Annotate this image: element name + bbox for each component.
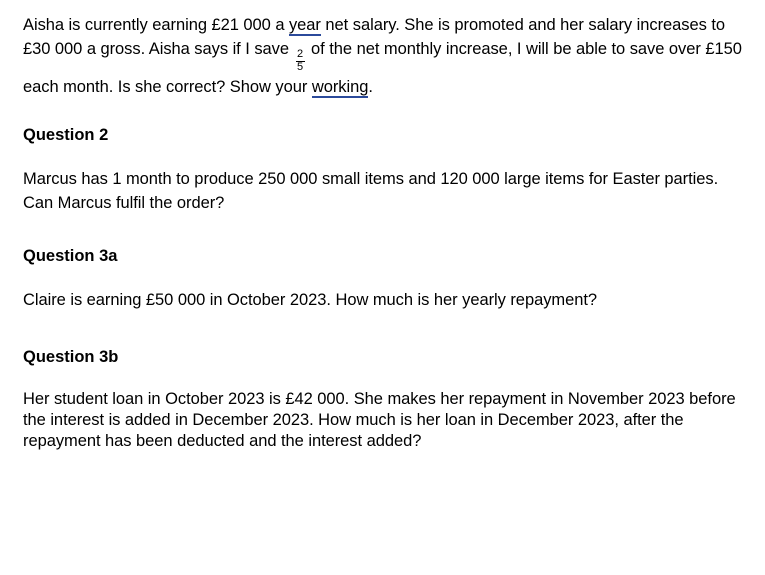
fraction-numerator: 2 (296, 48, 304, 61)
question-3a-heading: Question 3a (23, 246, 118, 265)
question-2-body: Marcus has 1 month to produce 250 000 small items and 120 000 large items for Easter parties. Can Marcus fulfil the order? (23, 169, 719, 212)
question-2-heading: Question 2 (23, 125, 109, 144)
question-3b-body: Her student loan in October 2023 is £42 000. She makes her repayment in November 2023 before the interest is added in December 2023. How much is her loan in December 2023, after the repayment has been deducted and the interest added? (23, 389, 736, 450)
question-1-text-segment-4: . (368, 77, 373, 96)
question-1-text-segment-2: net salary. She is promoted and her salary increases to £30 000 a gross. Aisha says if I save (23, 15, 725, 58)
spellcheck-word-working[interactable]: working (311, 77, 369, 96)
question-3b-heading: Question 3b (23, 347, 119, 366)
fraction-denominator: 5 (296, 61, 304, 74)
question-1-text-segment-3: of the net monthly increase, I will be able to save over £150 each month. Is she correct? Show your (23, 39, 742, 96)
question-1-body (23, 13, 753, 99)
fraction-two-fifths (296, 49, 305, 73)
spellcheck-word-year[interactable]: year (288, 15, 321, 34)
question-3a-body: Claire is earning £50 000 in October 2023. How much is her yearly repayment? (23, 290, 597, 309)
question-1-text-segment-1: Aisha is currently earning £21 000 a (23, 15, 289, 34)
